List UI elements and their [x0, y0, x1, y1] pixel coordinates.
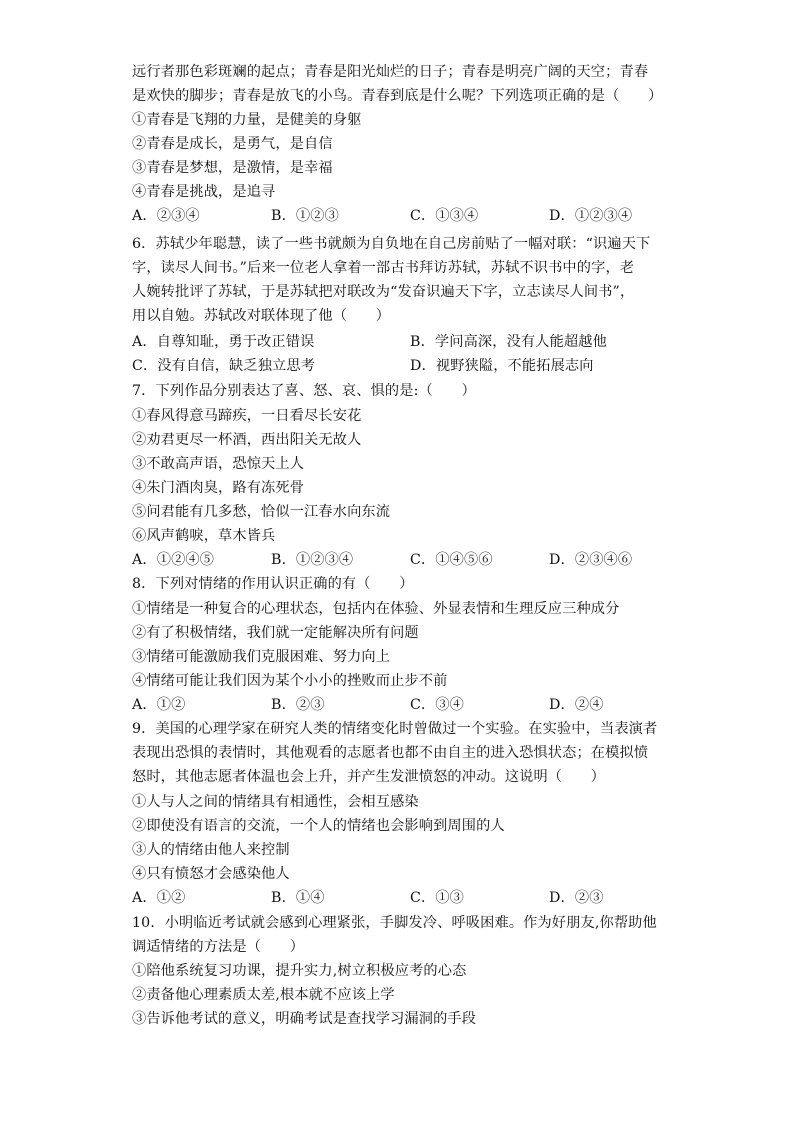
q7-option-d[interactable]: D．②③④⑥	[549, 552, 633, 568]
q5-item-4: ④青春是挑战，是追寻	[132, 184, 276, 200]
q9-options-row	[132, 886, 672, 910]
q7-options-row	[132, 548, 672, 572]
q5-stem-line-2: 是欢快的脚步；青春是放飞的小鸟。青春到底是什么呢？下列选项正确的是（ ）	[132, 88, 663, 104]
q5-option-d[interactable]: D．①②③④	[549, 208, 633, 224]
q7-item-5: ⑤问君能有几多愁，恰似一江春水向东流	[132, 504, 391, 520]
q7-item-2: ②劝君更尽一杯酒，西出阳关无故人	[132, 432, 362, 448]
q8-item-3: ③情绪可能激励我们克服困难、努力向上	[132, 649, 391, 665]
q9-item-1: ①人与人之间的情绪具有相通性，会相互感染	[132, 794, 419, 810]
q7-item-6: ⑥风声鹤唳，草木皆兵	[132, 528, 276, 544]
q6-stem-line-3: 人婉转批评了苏轼，于是苏轼把对联改为“发奋识遍天下字，立志读尽人间书”，	[132, 284, 635, 300]
q5-item-2: ②青春是成长，是勇气，是自信	[132, 136, 333, 152]
q9-option-b[interactable]: B．①④	[271, 890, 325, 906]
q5-item-1: ①青春是飞翔的力量，是健美的身躯	[132, 112, 362, 128]
q5-item-3: ③青春是梦想，是激情，是幸福	[132, 160, 333, 176]
q7-item-3: ③不敢高声语，恐惊天上人	[132, 456, 305, 472]
q7-item-1: ①春风得意马蹄疾，一日看尽长安花	[132, 408, 362, 424]
q8-item-4: ④情绪可能让我们因为某个小小的挫败而止步不前	[132, 673, 448, 689]
q7-stem-line-1: 7．下列作品分别表达了喜、怒、哀、惧的是:（ ）	[132, 383, 476, 399]
q9-option-c[interactable]: C．①③	[410, 890, 465, 906]
q6-stem-line-1: 6．苏轼少年聪慧，读了一些书就颇为自负地在自己房前贴了一幅对联：“识遍天下	[132, 236, 651, 252]
q10-item-1: ①陪他系统复习功课，提升实力,树立积极应考的心态	[132, 963, 467, 979]
q10-item-3: ③告诉他考试的意义，明确考试是查找学习漏洞的手段	[132, 1011, 477, 1027]
q7-option-c[interactable]: C．①④⑤⑥	[410, 552, 493, 568]
q9-stem-line-1: 9．美国的心理学家在研究人类的情绪变化时曾做过一个实验。在实验中，当表演者	[132, 721, 658, 737]
q8-option-c[interactable]: C．③④	[410, 697, 465, 713]
q6-options-row-2	[132, 354, 672, 378]
q9-item-2: ②即使没有语言的交流，一个人的情绪也会影响到周围的人	[132, 818, 505, 834]
q9-option-d[interactable]: D．②③	[549, 890, 604, 906]
q7-option-b[interactable]: B．①②③④	[271, 552, 354, 568]
q9-stem-line-2: 表现出恐惧的表情时，其他观看的志愿者也都不由自主的进入恐惧状态；在模拟愤	[132, 745, 649, 761]
q8-options-row	[132, 693, 672, 717]
q10-stem-line-1: 10．小明临近考试就会感到心理紧张，手脚发冷、呼吸困难。作为好朋友,你帮助他	[132, 915, 657, 931]
q7-option-a[interactable]: A．①②④⑤	[132, 552, 215, 568]
q5-option-a[interactable]: A．②③④	[132, 208, 200, 224]
q9-item-4: ④只有愤怒才会感染他人	[132, 866, 290, 882]
q8-option-a[interactable]: A．①②	[132, 697, 186, 713]
q5-option-c[interactable]: C．①③④	[410, 208, 479, 224]
q9-option-a[interactable]: A．①②	[132, 890, 186, 906]
q9-item-3: ③人的情绪由他人来控制	[132, 842, 290, 858]
q8-item-1: ①情绪是一种复合的心理状态，包括内在体验、外显表情和生理反应三种成分	[132, 601, 620, 617]
q6-stem-line-4: 用以自勉。苏轼改对联体现了他（ ）	[132, 308, 391, 324]
q5-stem-line-1: 远行者那色彩斑斓的起点；青春是阳光灿烂的日子；青春是明亮广阔的天空；青春	[132, 64, 649, 80]
q6-stem-line-2: 字，读尽人间书。”后来一位老人拿着一部古书拜访苏轼，苏轼不识书中的字，老	[132, 260, 635, 276]
q7-item-4: ④朱门酒肉臭，路有冻死骨	[132, 480, 305, 496]
q5-options-row	[132, 204, 672, 228]
q6-option-d[interactable]: D．视野狭隘，不能拓展志向	[410, 358, 594, 374]
q10-stem-line-2: 调适情绪的方法是（ ）	[132, 939, 305, 955]
q6-option-b[interactable]: B．学问高深，没有人能超越他	[410, 334, 607, 350]
q10-item-2: ②责备他心理素质太差,根本就不应该上学	[132, 987, 395, 1003]
q8-item-2: ②有了积极情绪，我们就一定能解决所有问题	[132, 625, 419, 641]
q6-option-c[interactable]: C．没有自信，缺乏独立思考	[132, 358, 316, 374]
q9-stem-line-3: 怒时，其他志愿者体温也会上升，并产生发泄愤怒的冲动。这说明（ ）	[132, 769, 606, 785]
q6-options-row-1	[132, 330, 672, 354]
q8-option-b[interactable]: B．②③	[271, 697, 325, 713]
q5-option-b[interactable]: B．①②③	[271, 208, 339, 224]
q8-stem-line-1: 8．下列对情绪的作用认识正确的有（ ）	[132, 576, 414, 592]
q6-option-a[interactable]: A．自尊知耻，勇于改正错误	[132, 334, 315, 350]
q8-option-d[interactable]: D．②④	[549, 697, 604, 713]
